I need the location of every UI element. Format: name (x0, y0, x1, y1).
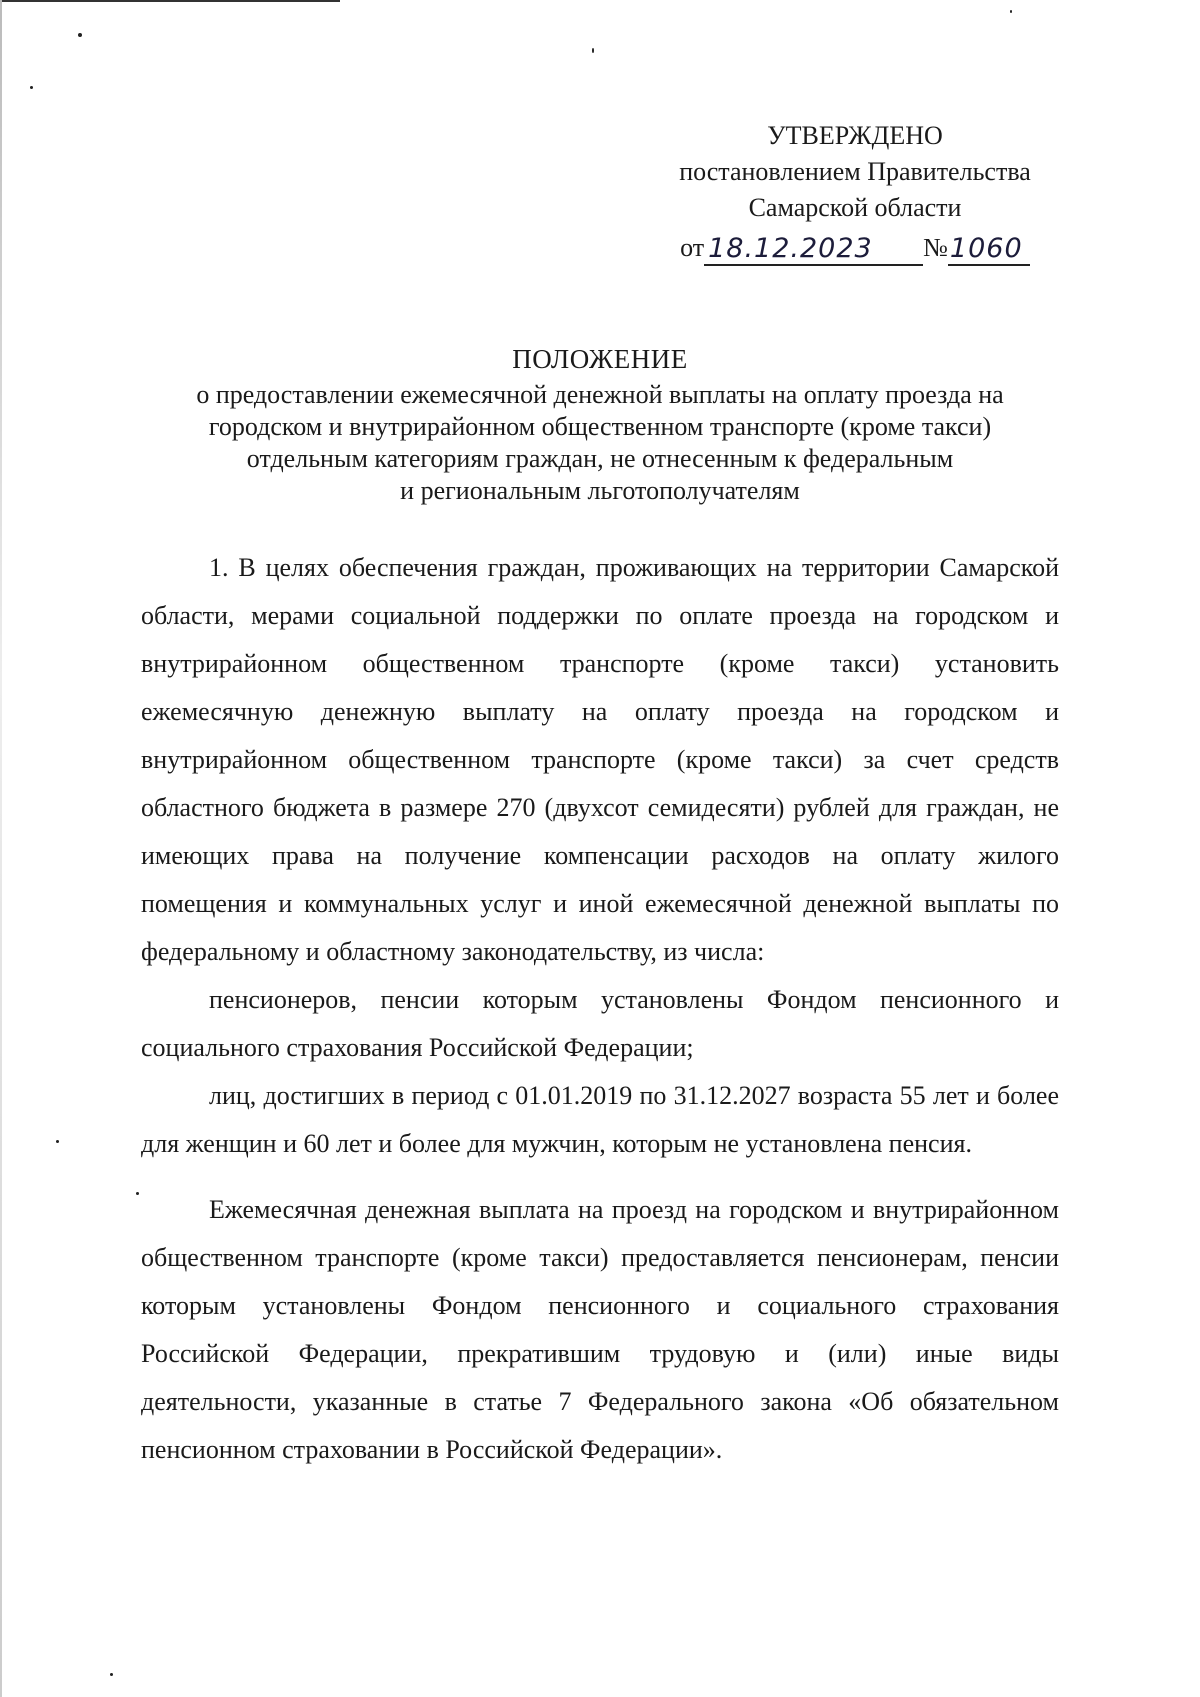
paragraph-4: Ежемесячная денежная выплата на проезд на городском и внутрирайонном общественном транспорте (кроме такси) предоставляется пенсионерам, пенсии которым установлены Фондом пенсионного и социального страхования Российской Федерации, прекратившим трудовую и (или) иные виды деятельности, указанные в статье 7 Федерального закона «Об обязательном пенсионном страховании в Российской Федерации». (141, 1195, 1059, 1464)
paragraph-1: 1. В целях обеспечения граждан, проживающих на территории Самарской области, мерами социальной поддержки по оплате проезда на городском и внутрирайонном общественном транспорте (кроме такси) установить ежемесячную денежную выплату на оплату проезда на городском и внутрирайонном общественном транспорте (кроме такси) за счет средств областного бюджета в размере 270 (двухсот семидесяти) рублей для граждан, не имеющих права на получение компенсации расходов на оплату жилого помещения и коммунальных услуг и иной ежемесячной денежной выплаты по федеральному и областному законодательству, из числа: (141, 553, 1059, 966)
scan-left-edge (0, 0, 2, 1697)
approval-line-2: Самарской области (748, 193, 962, 222)
heading-line: и региональным льготополучателям (400, 476, 800, 505)
number-prefix: № (923, 233, 948, 262)
scan-speck (592, 48, 594, 53)
handwritten-number: 1060 (948, 234, 1030, 266)
heading-line: отдельным категориям граждан, не отнесенным к федеральным (246, 444, 954, 473)
handwritten-date: 18.12.2023 (704, 234, 923, 266)
paragraph-2: пенсионеров, пенсии которым установлены Фондом пенсионного и социального страхования Российской Федерации; (141, 985, 1059, 1062)
document-title: ПОЛОЖЕНИЕ (512, 344, 688, 374)
document-body (141, 544, 1059, 1474)
scan-speck (30, 86, 33, 89)
date-prefix: от (680, 233, 705, 262)
paragraph-3: лиц, достигших в период с 01.01.2019 по 31.12.2027 возраста 55 лет и более для женщин и 60 лет и более для мужчин, которым не установлена пенсия. (141, 1081, 1059, 1158)
scan-speck (1010, 10, 1012, 13)
approval-date-number (640, 230, 1070, 266)
scan-speck (110, 1673, 113, 1676)
approval-line-1: постановлением Правительства (679, 157, 1031, 186)
approval-block (640, 118, 1070, 266)
document-heading (140, 343, 1060, 507)
scan-edge-rule (0, 0, 340, 2)
heading-line: городском и внутрирайонном общественном транспорте (кроме такси) (208, 412, 992, 441)
scan-speck (136, 1192, 139, 1195)
heading-line: о предоставлении ежемесячной денежной выплаты на оплату проезда на (196, 380, 1004, 409)
approval-status: УТВЕРЖДЕНО (767, 121, 943, 150)
scan-speck (78, 33, 82, 37)
scan-speck (56, 1140, 59, 1143)
